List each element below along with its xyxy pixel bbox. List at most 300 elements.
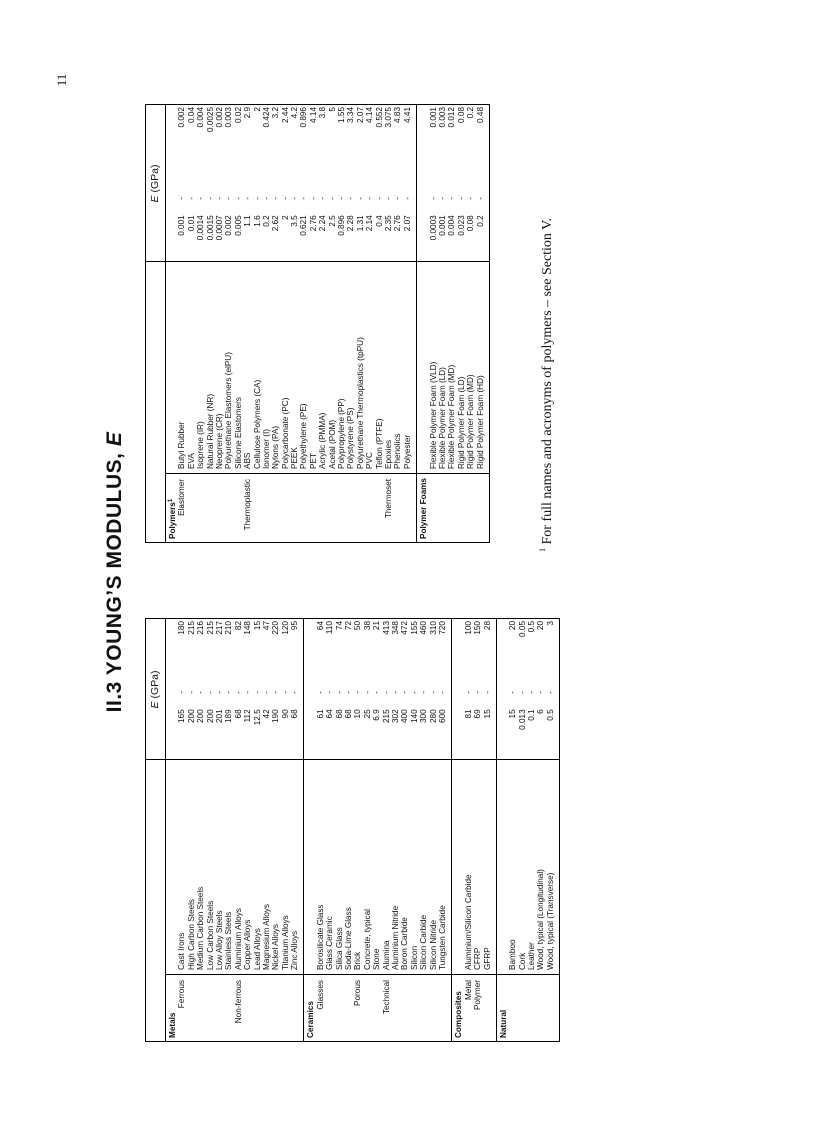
range-dash: - <box>308 197 318 200</box>
category-group <box>166 105 417 542</box>
material-name: Rigid Polymer Foam (MD) <box>466 374 476 469</box>
value-low: 0.004 <box>447 215 457 236</box>
footnote-text: For full names and acronyms of polymers – see Section V. <box>540 218 555 545</box>
value-range <box>234 107 243 261</box>
value-range <box>187 107 196 261</box>
value-high: 0.552 <box>374 107 384 128</box>
value-column <box>452 621 496 760</box>
range-dash: - <box>233 691 243 694</box>
value-low: 0.0014 <box>196 215 206 241</box>
range-dash: - <box>372 691 382 694</box>
value-range <box>253 107 262 261</box>
value-low: 140 <box>409 709 419 724</box>
value-range <box>384 107 393 261</box>
value-high: 720 <box>437 621 447 635</box>
value-low: 0.5 <box>545 709 555 721</box>
range-dash: - <box>261 691 271 694</box>
material-name: Bamboo <box>508 939 518 970</box>
material-name: Polyurethane Thermoplastics (tpPU) <box>355 337 365 469</box>
value-high: 38 <box>362 621 372 631</box>
category-name-text: Ceramics <box>306 1001 316 1038</box>
range-dash: - <box>473 691 483 694</box>
value-low: 68 <box>290 709 300 719</box>
material-name: Brick <box>353 951 363 970</box>
value-low: 302 <box>390 709 400 724</box>
subcategory-label <box>234 474 243 539</box>
material-name: Silicon <box>409 945 419 970</box>
value-low: 2.14 <box>365 215 375 232</box>
value-high: 74 <box>334 621 344 631</box>
value-low: 10 <box>353 709 363 719</box>
value-low: 2.35 <box>383 215 393 232</box>
value-range <box>309 107 318 261</box>
value-range <box>271 107 280 261</box>
subcategory-label <box>281 975 290 1038</box>
value-high: 72 <box>344 621 354 631</box>
header-spacer <box>146 760 165 1041</box>
material-name: Magnesium Alloys <box>261 904 271 970</box>
value-low: 2.76 <box>393 215 403 232</box>
subcategory-label <box>546 975 555 1038</box>
material-name: PET <box>308 453 318 469</box>
value-low: 200 <box>205 709 215 724</box>
subcategory-label: Porous <box>353 980 363 1006</box>
footnote-mark: 1 <box>538 548 547 552</box>
value-high: 460 <box>419 621 429 635</box>
range-dash: - <box>243 691 253 694</box>
range-dash: - <box>475 197 485 200</box>
value-high: 2.44 <box>280 107 290 123</box>
left-modulus-table <box>145 618 560 1042</box>
value-low: 300 <box>419 709 429 724</box>
range-dash: - <box>419 691 429 694</box>
range-dash: - <box>196 691 206 694</box>
range-dash: - <box>428 691 438 694</box>
value-range <box>215 621 224 759</box>
value-column <box>166 107 416 262</box>
material-name: Glass Ceramic <box>325 916 335 970</box>
subcategory-label <box>457 474 466 539</box>
value-range <box>187 621 196 759</box>
rotated-page-content <box>90 92 730 1052</box>
value-high: 0.004 <box>196 107 206 128</box>
value-high: 0.002 <box>214 107 224 128</box>
material-name: Polyester <box>402 434 412 469</box>
row-spacer <box>499 760 508 970</box>
value-high: 0.896 <box>299 107 309 128</box>
value-low: 215 <box>381 709 391 724</box>
value-column-header <box>146 106 165 262</box>
value-range <box>403 107 412 261</box>
material-name: PVC <box>365 452 375 469</box>
value-low: 2.62 <box>271 215 281 232</box>
page-number: 11 <box>54 73 69 87</box>
value-range <box>316 621 325 759</box>
value-range <box>447 107 456 261</box>
title-text: II.3 YOUNG’S MODULUS, <box>103 452 126 713</box>
range-dash: - <box>536 691 546 694</box>
category-name-text: Polymers <box>168 502 177 539</box>
value-high: 0.001 <box>428 107 438 128</box>
row-spacer <box>306 760 315 970</box>
value-range <box>344 621 353 759</box>
subcategory-label: Glasses <box>315 980 325 1010</box>
range-dash: - <box>261 197 271 200</box>
value-low: 2 <box>280 215 290 220</box>
row-spacer <box>499 621 508 759</box>
value-high: 95 <box>290 621 300 631</box>
page-title <box>103 92 127 1052</box>
value-low: 600 <box>437 709 447 724</box>
material-name: Low Carbon Steels <box>205 900 215 970</box>
range-dash: - <box>482 691 492 694</box>
material-name: Zinc Alloys <box>290 930 300 970</box>
subcategory-label <box>335 975 344 1038</box>
value-low: 189 <box>224 709 234 724</box>
material-name: Teflon (PTFE) <box>374 418 384 469</box>
material-name: Silicone Elastomers <box>233 397 243 469</box>
material-name: Acrylic (PMMA) <box>318 412 328 469</box>
material-name: Cork <box>517 952 527 970</box>
material-name: Boron Carbide <box>400 917 410 970</box>
value-high: 0.02 <box>233 107 243 123</box>
subcategory-label <box>429 975 438 1038</box>
range-dash: - <box>466 197 476 200</box>
value-high: 0.5 <box>527 621 537 633</box>
material-name: Flexible Polymer Foam (LD) <box>437 367 447 469</box>
value-low: 42 <box>261 709 271 719</box>
row-spacer <box>168 760 177 970</box>
category-group <box>304 619 452 1041</box>
category-name <box>454 975 463 1038</box>
material-name: Natural Rubber (NR) <box>205 393 215 469</box>
material-name: Leather <box>527 942 537 970</box>
range-dash: - <box>437 691 447 694</box>
value-low: 112 <box>243 709 253 723</box>
value-high: 3 <box>545 621 555 626</box>
value-range <box>281 107 290 261</box>
range-dash: - <box>327 197 337 200</box>
table-header <box>146 105 166 542</box>
range-dash: - <box>428 197 438 200</box>
subcategory-label <box>253 474 262 539</box>
subcategory-label <box>410 975 419 1038</box>
material-name: Silicon Nitride <box>428 919 438 970</box>
value-range <box>438 107 447 261</box>
material-name: Stone <box>372 948 382 970</box>
category-name <box>168 474 177 539</box>
value-range <box>508 621 517 759</box>
category-name <box>168 975 177 1038</box>
subcategory-label <box>262 975 271 1038</box>
value-low: 68 <box>233 709 243 719</box>
value-high: 82 <box>233 621 243 631</box>
value-high: 3.075 <box>383 107 393 128</box>
value-low: 61 <box>315 709 325 719</box>
range-dash: - <box>315 691 325 694</box>
subcategory-label <box>262 474 271 539</box>
value-high: 148 <box>243 621 253 635</box>
value-low: 6.9 <box>372 709 382 721</box>
value-high: 215 <box>205 621 215 635</box>
range-dash: - <box>409 691 419 694</box>
value-high: 0.08 <box>456 107 466 123</box>
value-range <box>262 107 271 261</box>
material-column <box>452 760 496 975</box>
value-high: 0.003 <box>437 107 447 128</box>
range-dash: - <box>252 197 262 200</box>
category-column <box>417 474 489 542</box>
value-high: 28 <box>482 621 492 631</box>
value-high: 220 <box>271 621 281 635</box>
range-dash: - <box>214 691 224 694</box>
range-dash: - <box>252 691 262 694</box>
range-dash: - <box>271 197 281 200</box>
material-name: Stainless Steels <box>224 911 234 970</box>
value-range <box>206 107 215 261</box>
value-range <box>206 621 215 759</box>
value-range <box>473 621 482 759</box>
value-low: 0.2 <box>475 215 485 227</box>
value-high: 0.04 <box>186 107 196 123</box>
material-name: Polyurethane Elastomers (elPU) <box>224 352 234 469</box>
subcategory-label <box>299 474 308 539</box>
value-low: 1.31 <box>355 215 365 232</box>
material-name: Copper Alloys <box>243 919 253 970</box>
subcategory-label: Thermoplastic <box>243 479 253 531</box>
title-symbol: E <box>103 431 126 447</box>
material-name: ABS <box>243 452 253 469</box>
material-name: Wood, typical (Transverse) <box>545 872 555 970</box>
value-low: 68 <box>344 709 354 719</box>
range-dash: - <box>381 691 391 694</box>
value-high: 217 <box>214 621 224 635</box>
value-range <box>290 621 299 759</box>
range-dash: - <box>334 691 344 694</box>
value-high: 216 <box>196 621 206 635</box>
range-dash: - <box>177 691 187 694</box>
material-name: Polycarbonate (PC) <box>280 397 290 469</box>
material-name: Titanium Alloys <box>280 915 290 970</box>
range-dash: - <box>224 197 234 200</box>
category-name <box>419 474 428 539</box>
value-low: 201 <box>214 709 224 724</box>
range-dash: - <box>280 197 290 200</box>
range-dash: - <box>447 197 457 200</box>
value-low: 0.01 <box>186 215 196 232</box>
value-high: 1.55 <box>337 107 347 123</box>
value-range <box>391 621 400 759</box>
value-column <box>304 621 451 760</box>
subcategory-label <box>536 975 545 1038</box>
range-dash: - <box>196 197 206 200</box>
value-range <box>483 621 492 759</box>
value-range <box>290 107 299 261</box>
footnote <box>540 218 556 552</box>
value-range <box>429 107 438 261</box>
material-name: Butyl Rubber <box>177 421 187 469</box>
material-name: Silicon Carbide <box>419 914 429 970</box>
value-range <box>393 107 402 261</box>
value-high: 4.14 <box>365 107 375 123</box>
range-dash: - <box>437 197 447 200</box>
material-column <box>166 760 303 975</box>
material-name: Flexible Polymer Foam (MD) <box>447 364 457 469</box>
material-name: Cellulose Polymers (CA) <box>252 379 262 469</box>
range-dash: - <box>318 197 328 200</box>
material-name: Aluminium Alloys <box>233 908 243 970</box>
row-spacer <box>454 621 463 759</box>
range-dash: - <box>186 197 196 200</box>
value-range <box>196 107 205 261</box>
category-name-text: Metals <box>168 1012 177 1038</box>
range-dash: - <box>224 691 234 694</box>
range-dash: - <box>362 691 372 694</box>
value-low: 90 <box>280 709 290 719</box>
value-low: 0.002 <box>224 215 234 236</box>
value-range <box>400 621 409 759</box>
value-range <box>464 621 473 759</box>
value-high: 4.83 <box>393 107 403 123</box>
range-dash: - <box>508 691 518 694</box>
value-range <box>372 621 381 759</box>
material-name: Rigid Polymer Foam (LD) <box>456 376 466 469</box>
value-high: 21 <box>372 621 382 631</box>
category-group <box>417 105 489 542</box>
value-low: 15 <box>482 709 492 719</box>
value-high: 310 <box>428 621 438 635</box>
range-dash: - <box>353 691 363 694</box>
subcategory-label <box>391 975 400 1038</box>
value-low: 0.0007 <box>214 215 224 241</box>
material-name: Epoxies <box>383 439 393 469</box>
value-low: 68 <box>334 709 344 719</box>
value-high: 47 <box>261 621 271 631</box>
subcategory-label <box>438 975 447 1038</box>
value-low: 81 <box>463 709 473 719</box>
material-name: EVA <box>186 453 196 469</box>
value-high: 64 <box>315 621 325 631</box>
value-low: 15 <box>508 709 518 719</box>
row-spacer <box>419 107 428 261</box>
value-low: 0.023 <box>456 215 466 236</box>
category-group <box>166 619 304 1041</box>
value-range <box>262 621 271 759</box>
range-dash: - <box>186 691 196 694</box>
material-name: Soda-Lime Glass <box>344 907 354 970</box>
value-low: 2.76 <box>308 215 318 232</box>
table-header <box>146 619 166 1041</box>
material-column <box>417 262 489 474</box>
range-dash: - <box>374 197 384 200</box>
value-high: 2.07 <box>355 107 365 123</box>
value-high: 0.0025 <box>205 107 215 133</box>
value-high: 215 <box>186 621 196 635</box>
value-low: 1.6 <box>252 215 262 227</box>
value-range <box>325 621 334 759</box>
value-column <box>417 107 489 262</box>
value-low: 2.5 <box>327 215 337 227</box>
value-low: 0.4 <box>374 215 384 227</box>
row-spacer <box>168 107 177 261</box>
value-range <box>335 621 344 759</box>
subcategory-label <box>375 474 384 539</box>
value-low: 200 <box>186 709 196 724</box>
value-range <box>243 107 252 261</box>
value-range <box>438 621 447 759</box>
material-name: Polyethylene (PE) <box>299 403 309 469</box>
value-high: 5 <box>327 107 337 112</box>
material-name: Nylons (PA) <box>271 425 281 469</box>
material-name: CFRP <box>473 947 483 970</box>
range-dash: - <box>365 197 375 200</box>
subcategory-label <box>403 474 412 539</box>
value-range <box>356 107 365 261</box>
subcategory-label <box>215 975 224 1038</box>
material-name: Flexible Polymer Foam (VLD) <box>428 361 438 469</box>
value-low: 0.621 <box>299 215 309 236</box>
value-low: 0.08 <box>466 215 476 232</box>
subcategory-label: Polymer <box>473 980 483 1011</box>
range-dash: - <box>545 691 555 694</box>
value-range <box>234 621 243 759</box>
material-name: Acetal (POM) <box>327 419 337 469</box>
range-dash: - <box>299 197 309 200</box>
value-range <box>177 621 186 759</box>
range-dash: - <box>456 197 466 200</box>
value-high: 150 <box>473 621 483 635</box>
category-name <box>306 975 315 1038</box>
header-spacer <box>146 262 165 542</box>
subcategory-label <box>419 975 428 1038</box>
subcategory-label <box>224 975 233 1038</box>
range-dash: - <box>205 691 215 694</box>
material-name: Aluminium/Silicon Carbide <box>463 874 473 970</box>
category-name-text: Composites <box>454 991 464 1038</box>
value-high: 0.012 <box>447 107 457 128</box>
subcategory-label <box>363 975 372 1038</box>
material-name: Polystyrene (PS) <box>346 407 356 469</box>
value-high: 180 <box>177 621 187 635</box>
value-range <box>375 107 384 261</box>
material-column <box>304 760 451 975</box>
value-range <box>281 621 290 759</box>
value-range <box>466 107 475 261</box>
subcategory-label <box>346 474 355 539</box>
value-range <box>253 621 262 759</box>
subcategory-label <box>206 975 215 1038</box>
subcategory-label <box>337 474 346 539</box>
subcategory-label <box>527 975 536 1038</box>
value-range <box>328 107 337 261</box>
value-low: 2.07 <box>402 215 412 232</box>
row-spacer <box>454 760 463 970</box>
right-modulus-table <box>145 104 490 543</box>
value-low: 6 <box>536 709 546 714</box>
range-dash: - <box>290 691 300 694</box>
value-high: 100 <box>463 621 473 635</box>
range-dash: - <box>390 691 400 694</box>
value-unit: (GPa) <box>149 164 161 193</box>
material-column <box>166 262 416 474</box>
subcategory-label <box>447 474 456 539</box>
material-name: Lead Alloys <box>252 928 262 970</box>
subcategory-label <box>393 474 402 539</box>
subcategory-label <box>281 474 290 539</box>
range-dash: - <box>280 691 290 694</box>
subcategory-label <box>224 474 233 539</box>
value-high: 0.05 <box>517 621 527 637</box>
